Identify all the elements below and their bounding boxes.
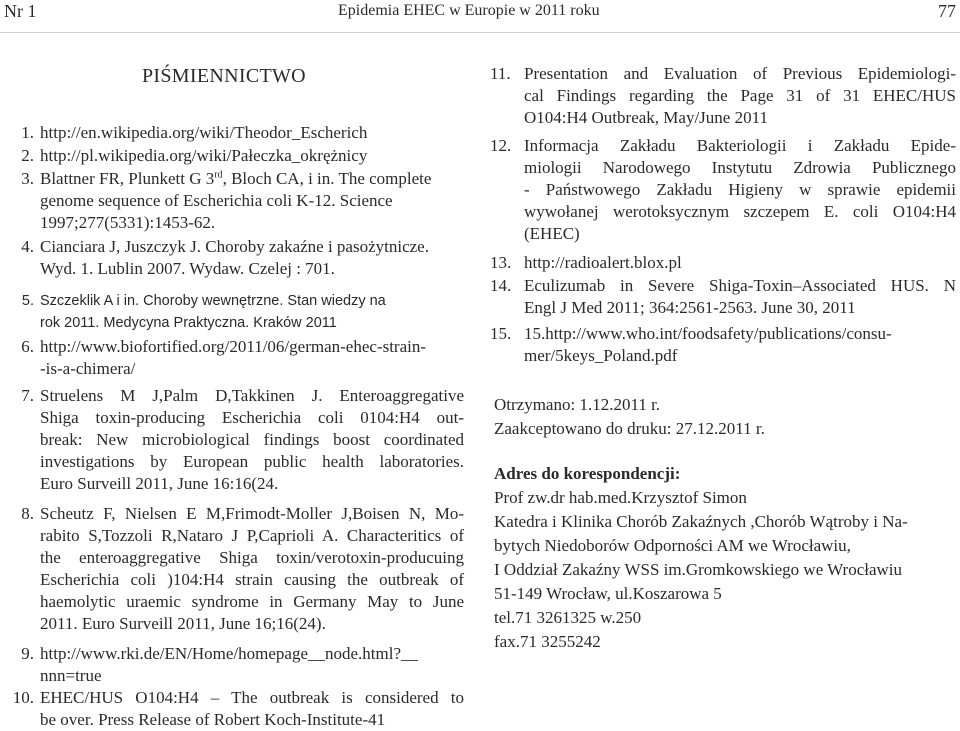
reference-7 [4, 385, 464, 497]
reference-line: - Państwowego Zakładu Higieny w sprawie epidemii [524, 180, 956, 199]
reference-line[interactable]: nnn=true [40, 666, 102, 685]
reference-10 [4, 687, 464, 731]
reference-line: 1997;277(5331):1453-62. [40, 213, 216, 232]
reference-line: rabito S,Tozzoli R,Nataro J P,Caprioli A. Characteritics of [40, 526, 464, 545]
reference-line: Scheutz F, Nielsen E M,Frimodt-Moller J,Boisen N, Mo- [40, 504, 464, 523]
reference-number: 5. [21, 293, 34, 309]
reference-line: miologii Narodowego Instytutu Zdrowia Publicznego [524, 158, 956, 177]
reference-number: 10. [12, 688, 34, 707]
correspondence-line: I Oddział Zakaźny WSS im.Gromkowskiego we Wrocławiu [494, 560, 903, 579]
reference-line[interactable]: 15.http://www.who.int/foodsafety/publications/consu- [524, 324, 892, 343]
page-number: 77 [938, 1, 956, 21]
reference-line[interactable]: -is-a-chimera/ [40, 359, 136, 378]
reference-line: rok 2011. Medycyna Praktyczna. Kraków 2011 [40, 315, 337, 331]
reference-line: Struelens M J,Palm D,Takkinen J. Enteroaggregative [40, 386, 464, 405]
received-date: Otrzymano: 1.12.2011 r. [494, 395, 661, 414]
reference-line: Engl J Med 2011; 364:2561-2563. June 30, 2011 [524, 298, 856, 317]
reference-5 [4, 290, 464, 334]
reference-line: O104:H4 Outbreak, May/June 2011 [524, 108, 768, 127]
correspondence-line: fax.71 3255242 [494, 632, 601, 651]
reference-line: be over. Press Release of Robert Koch-Institute-41 [40, 710, 386, 729]
reference-number: 9. [21, 644, 34, 663]
reference-line: Eculizumab in Severe Shiga-Toxin–Associated HUS. N [524, 276, 956, 295]
reference-2 [4, 145, 464, 167]
reference-11 [484, 63, 956, 129]
correspondence-line: Katedra i Klinika Chorób Zakaźnych ,Chorób Wątroby i Na- [494, 512, 908, 531]
reference-13 [484, 252, 956, 274]
reference-line: Presentation and Evaluation of Previous Epidemiologi- [524, 64, 956, 83]
reference-line: (EHEC) [524, 224, 580, 243]
correspondence-line: tel.71 3261325 w.250 [494, 608, 642, 627]
correspondence-line: bytych Niedoborów Odporności AM we Wrocławiu, [494, 536, 851, 555]
running-title: Epidemia EHEC w Europie w 2011 roku [338, 2, 600, 19]
reference-number: 7. [21, 386, 34, 405]
reference-line: Escherichia coli )104:H4 strain causing the outbreak of [40, 570, 464, 589]
correspondence-line: 51-149 Wrocław, ul.Koszarowa 5 [494, 584, 722, 603]
reference-number: 15. [490, 324, 512, 343]
reference-number: 14. [490, 276, 512, 295]
accepted-date: Zaakceptowano do druku: 27.12.2011 r. [494, 419, 765, 438]
reference-9 [4, 643, 464, 687]
issue-number: Nr 1 [4, 1, 37, 21]
reference-8 [4, 503, 464, 637]
reference-number: 13. [490, 253, 512, 272]
reference-line[interactable]: http://www.rki.de/EN/Home/homepage__node.html?__ [40, 644, 419, 663]
reference-line: , Bloch CA, i in. The complete [222, 169, 432, 188]
reference-line: EHEC/HUS O104:H4 – The outbreak is considered to [40, 688, 464, 707]
ordinal-suffix: rd [214, 169, 223, 181]
correspondence-heading: Adres do korespondencji: [494, 464, 681, 483]
reference-line[interactable]: http://www.biofortified.org/2011/06/german-ehec-strain- [40, 337, 427, 356]
reference-line: genome sequence of Escherichia coli K-12. Science [40, 191, 393, 210]
reference-number: 11. [490, 64, 511, 83]
reference-number: 1. [21, 123, 34, 142]
reference-line: break: New microbiological findings boost coordinated [40, 430, 464, 449]
reference-line: cal Findings regarding the Page 31 of 31 EHEC/HUS [524, 86, 956, 105]
reference-line: haemolytic uraemic syndrome in Germany May to June [40, 592, 464, 611]
reference-line[interactable]: http://en.wikipedia.org/wiki/Theodor_Escherich [40, 123, 368, 142]
reference-number: 8. [21, 504, 34, 523]
reference-line: Blattner FR, Plunkett G 3 [40, 169, 215, 188]
reference-line: investigations by European public health laboratories. [40, 452, 464, 471]
right-column [484, 0, 956, 730]
reference-12 [484, 135, 956, 245]
reference-line[interactable]: http://pl.wikipedia.org/wiki/Pałeczka_okrężnicy [40, 146, 368, 165]
reference-line: Cianciara J, Juszczyk J. Choroby zakaźne i pasożytnicze. [40, 237, 429, 256]
reference-4 [4, 236, 464, 280]
reference-number: 2. [21, 146, 34, 165]
reference-line: Euro Surveill 2011, June 16:16(24. [40, 474, 279, 493]
reference-15 [484, 323, 956, 367]
reference-number: 3. [21, 169, 34, 188]
reference-line: Informacja Zakładu Bakteriologii i Zakładu Epide- [524, 136, 956, 155]
reference-6 [4, 336, 464, 380]
section-title: PIŚMIENNICTWO [142, 65, 306, 87]
reference-line[interactable]: http://radioalert.blox.pl [524, 253, 682, 272]
reference-line: Wyd. 1. Lublin 2007. Wydaw. Czelej : 701. [40, 259, 335, 278]
reference-line: Shiga toxin-producing Escherichia coli 0104:H4 out- [40, 408, 464, 427]
reference-number: 4. [21, 237, 34, 256]
reference-number: 6. [21, 337, 34, 356]
reference-line: the enteroaggregative Shiga toxin/verotoxin-producuing [40, 548, 464, 567]
reference-1 [4, 122, 464, 144]
reference-line: Szczeklik A i in. Choroby wewnętrzne. Stan wiedzy na [40, 293, 386, 309]
reference-number: 12. [490, 136, 512, 155]
reference-line: 2011. Euro Surveill 2011, June 16;16(24). [40, 614, 326, 633]
left-column [0, 0, 470, 730]
reference-line: wywołanej werotoksycznym szczepem E. coli O104:H4 [524, 202, 956, 221]
correspondence-line: Prof zw.dr hab.med.Krzysztof Simon [494, 488, 747, 507]
reference-14 [484, 275, 956, 319]
reference-line[interactable]: mer/5keys_Poland.pdf [524, 346, 678, 365]
